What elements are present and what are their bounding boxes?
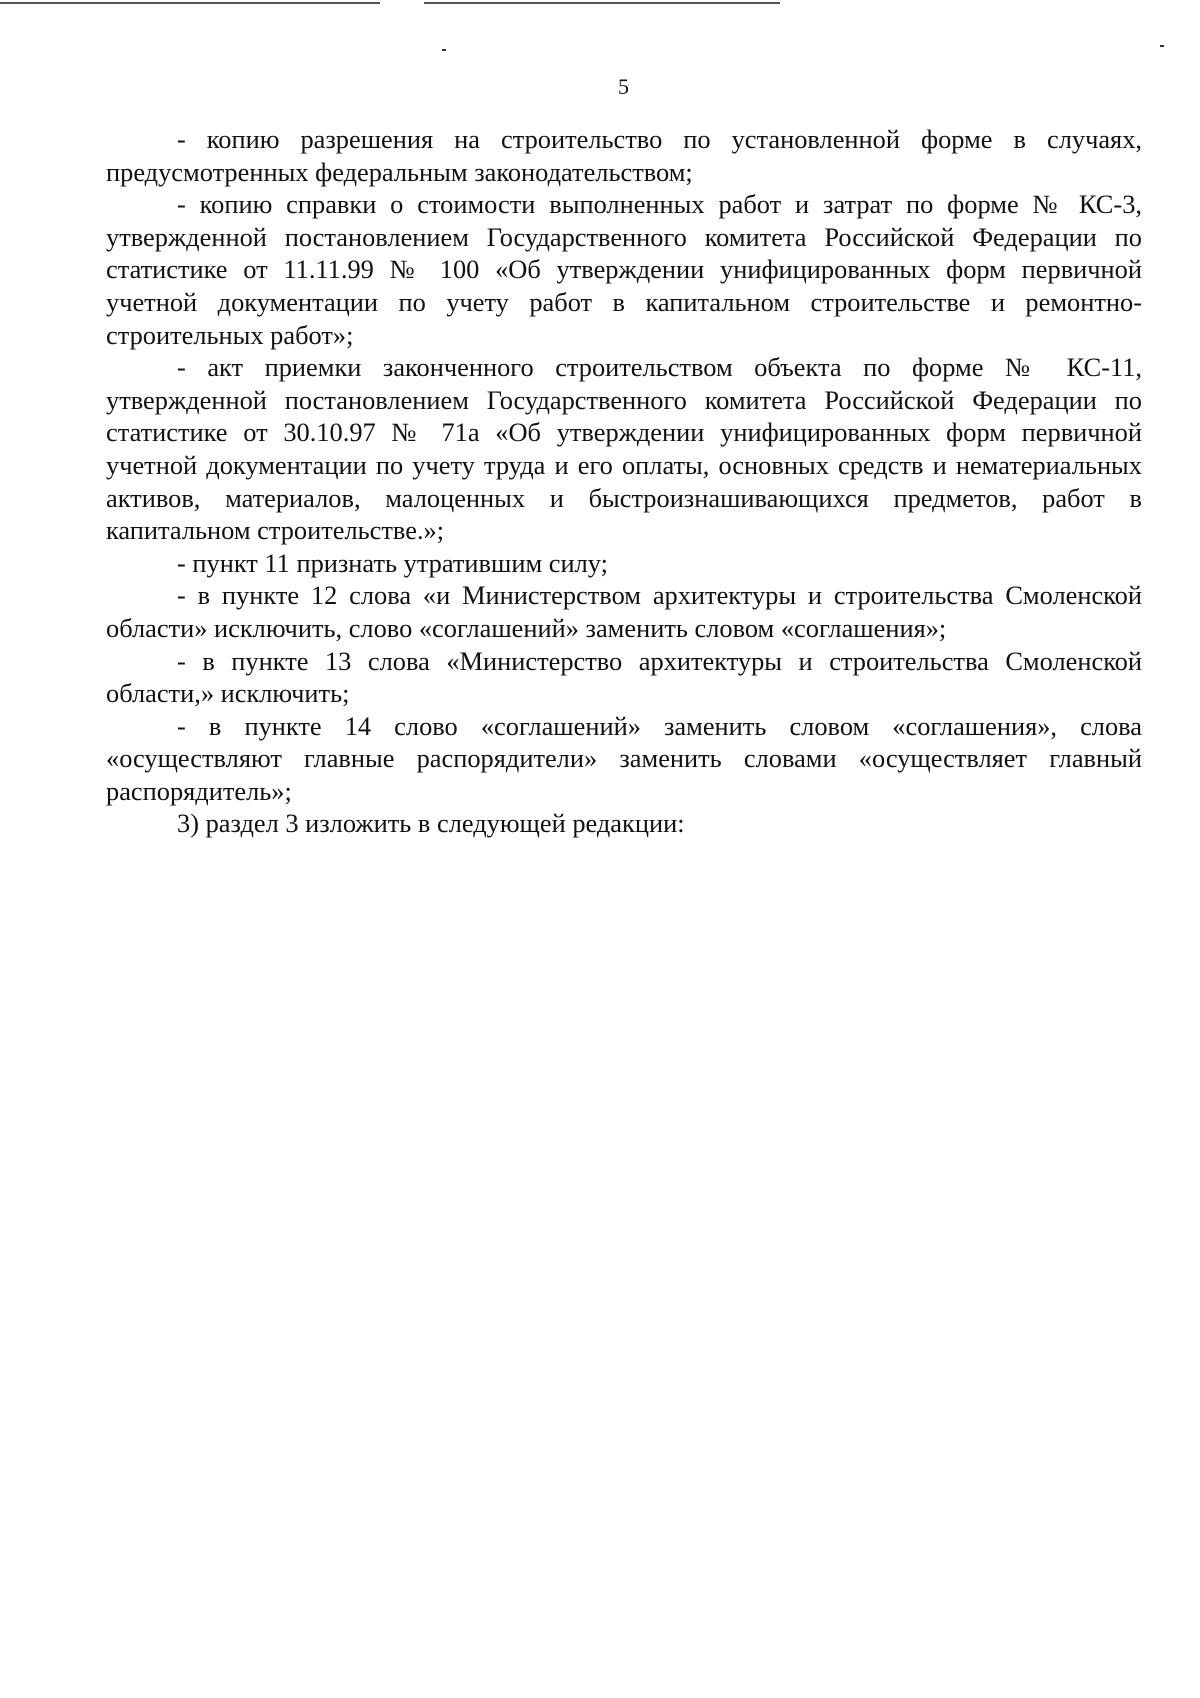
scan-speck bbox=[1160, 45, 1164, 47]
paragraph-item-14: - в пункте 14 слово «соглашений» заменить словом «соглашения», слова «осуществляют главные распорядители» заменить словами «осуществляет главный распорядитель»; bbox=[106, 710, 1142, 806]
page-number: 5 bbox=[618, 74, 629, 99]
scan-edge-line bbox=[0, 2, 380, 4]
paragraph-item-11: - пункт 11 признать утратившим силу; bbox=[177, 547, 608, 578]
scan-edge-line bbox=[424, 2, 780, 4]
scan-speck bbox=[442, 49, 446, 51]
paragraph-item-12: - в пункте 12 слова «и Министерством архитектуры и строительства Смоленской области» исключить, слово «соглашений» заменить словом «соглашения»; bbox=[106, 580, 1142, 643]
paragraph-permit-copy: - копию разрешения на строительство по установленной форме в случаях, предусмотренных федеральным законодательством; bbox=[106, 124, 1142, 187]
paragraph-ks3-certificate: - копию справки о стоимости выполненных работ и затрат по форме № КС-3, утвержденной постановлением Государственного комитета Российской Федерации по статистике от 11.11.99 № 100 «Об утверждении унифицированных форм первичной учетной документации по учету работ в капитальном строительстве и ремонтно-строительных работ»; bbox=[106, 189, 1142, 350]
paragraph-ks11-act: - акт приемки законченного строительством объекта по форме № КС-11, утвержденной постановлением Государственного комитета Российской Федерации по статистике от 30.10.97 № 71а «Об утверждении унифицированных форм первичной учетной документации по учету труда и его оплаты, основных средств и нематериальных активов, материалов, малоценных и быстроизнашивающихся предметов, работ в капитальном строительстве.»; bbox=[106, 352, 1142, 546]
document-body bbox=[106, 123, 1142, 840]
paragraph-section-3: 3) раздел 3 изложить в следующей редакции: bbox=[177, 808, 685, 839]
paragraph-item-13: - в пункте 13 слова «Министерство архитектуры и строительства Смоленской области,» исключить; bbox=[106, 645, 1142, 709]
